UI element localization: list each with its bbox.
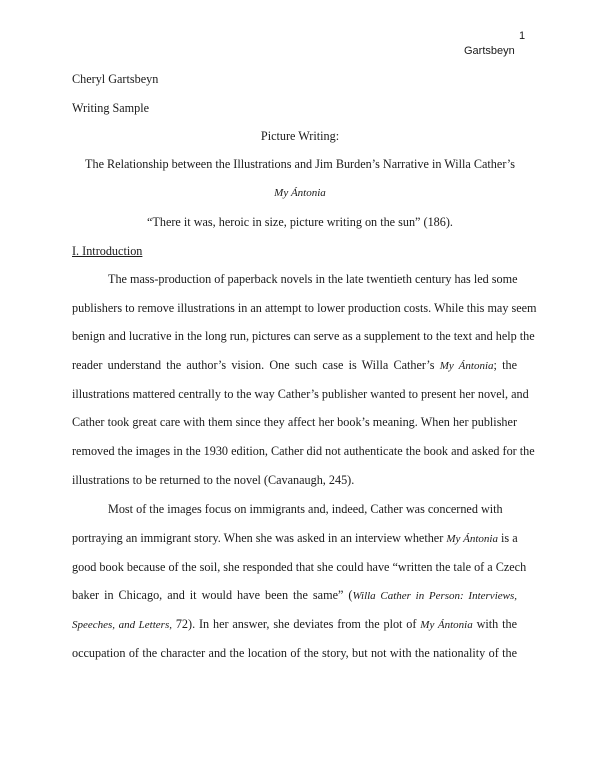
p1-line-2: publishers to remove illustrations in an attempt to lower production costs. While this may seem: [72, 301, 537, 315]
epigraph: “There it was, heroic in size, picture writing on the sun” (186).: [147, 215, 453, 229]
p2-line-2-text-a: portraying an immigrant story. When she was asked in an interview whether: [72, 531, 447, 545]
p1-line-8: illustrations to be returned to the novel (Cavanaugh, 245).: [72, 473, 355, 487]
p2-line-1: Most of the images focus on immigrants and, indeed, Cather was concerned with: [108, 502, 503, 516]
p2-line-4-citation: Willa Cather in Person: Interviews,: [352, 590, 517, 602]
page-number: 1: [519, 30, 526, 42]
p2-line-5-text-a: 72). In her answer, she deviates from the plot of: [171, 617, 421, 631]
p2-line-2: [72, 531, 517, 546]
p1-line-6: Cather took great care with them since they affect her book’s meaning. When her publisher: [72, 415, 517, 429]
p1-line-4-title: My Ántonia: [439, 360, 494, 372]
author-name: Cheryl Gartsbeyn: [72, 72, 159, 86]
p1-line-4-text-b: ; the: [493, 358, 517, 372]
p2-line-2-text-b: is a: [497, 531, 518, 545]
p1-line-7: removed the images in the 1930 edition, Cather did not authenticate the book and asked for the: [72, 444, 535, 458]
p2-line-2-title: My Ántonia: [446, 533, 498, 545]
p1-line-3: benign and lucrative in the long run, pictures can serve as a supplement to the text and help the: [72, 329, 535, 343]
p2-line-4: [72, 588, 517, 603]
p2-line-5: [72, 617, 517, 632]
p2-line-4-text-a: baker in Chicago, and it would have been the same” (: [72, 588, 353, 602]
title-line-3: My Ántonia: [274, 187, 326, 199]
p2-line-5-citation: Speeches, and Letters,: [72, 619, 172, 631]
p1-line-4-text-a: reader understand the author’s vision. One such case is Willa Cather’s: [72, 358, 440, 372]
p2-line-5-title: My Ántonia: [420, 619, 473, 631]
document-label: Writing Sample: [72, 101, 150, 115]
p2-line-5-text-b: with the: [472, 617, 517, 631]
title-line-1: Picture Writing:: [260, 129, 340, 143]
section-heading: I. Introduction: [72, 244, 143, 258]
p1-line-4: [72, 358, 517, 373]
p2-line-6: occupation of the character and the location of the story, but not with the nationality of the: [72, 646, 517, 660]
p1-line-1: The mass-production of paperback novels in the late twentieth century has led some: [108, 272, 518, 286]
running-head: Gartsbeyn: [464, 45, 515, 57]
title-line-2: The Relationship between the Illustrations and Jim Burden’s Narrative in Willa Cather’s: [85, 157, 515, 171]
p1-line-5: illustrations mattered centrally to the way Cather’s publisher wanted to present her novel, and: [72, 387, 529, 401]
p2-line-3: good book because of the soil, she responded that she could have “written the tale of a Czech: [72, 560, 527, 574]
